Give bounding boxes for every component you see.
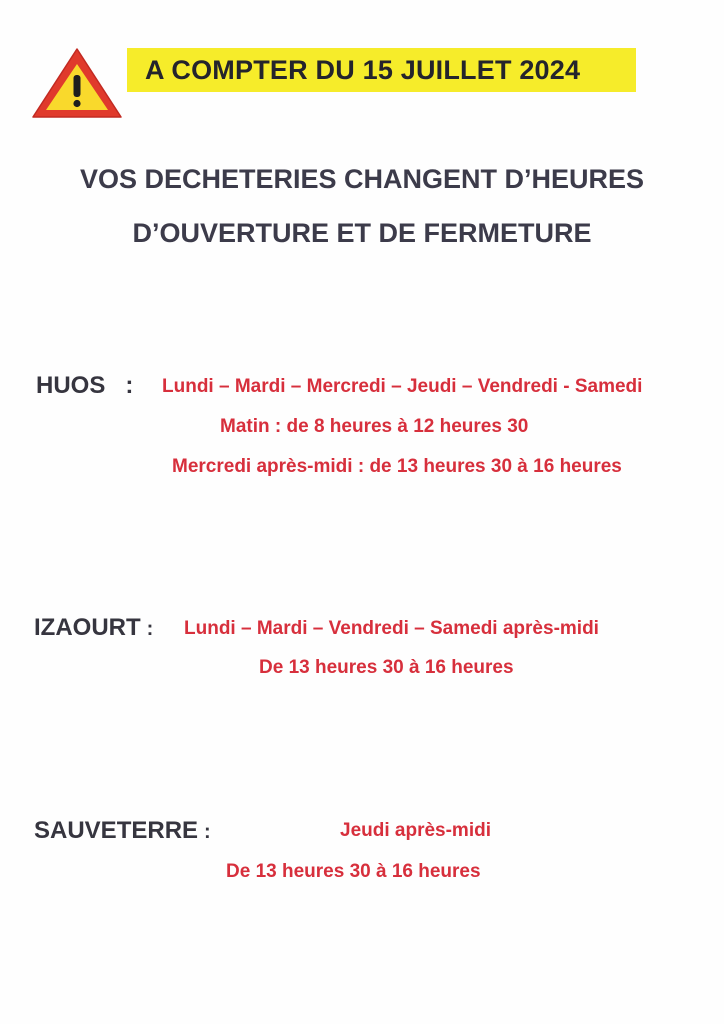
sauveterre-days: Jeudi après-midi bbox=[340, 820, 491, 841]
site-name-huos bbox=[36, 372, 133, 400]
site-name-text: HUOS bbox=[36, 372, 106, 399]
izaourt-days: Lundi – Mardi – Vendredi – Samedi après-midi bbox=[184, 618, 599, 639]
site-name-text: IZAOURT bbox=[34, 614, 141, 641]
effective-date-banner: A COMPTER DU 15 JUILLET 2024 bbox=[127, 48, 636, 92]
huos-wednesday-afternoon-hours: Mercredi après-midi : de 13 heures 30 à 16 heures bbox=[172, 456, 622, 477]
site-name-text: SAUVETERRE bbox=[34, 817, 199, 844]
headline-line-1: VOS DECHETERIES CHANGENT D’HEURES bbox=[79, 164, 645, 194]
site-separator: : bbox=[146, 618, 154, 640]
site-name-izaourt bbox=[34, 614, 153, 642]
headline-line-2: D’OUVERTURE ET DE FERMETURE bbox=[132, 218, 592, 248]
huos-days: Lundi – Mardi – Mercredi – Jeudi – Vendredi - Samedi bbox=[162, 376, 643, 397]
site-name-sauveterre bbox=[34, 817, 211, 845]
sauveterre-hours: De 13 heures 30 à 16 heures bbox=[226, 861, 481, 882]
huos-morning-hours: Matin : de 8 heures à 12 heures 30 bbox=[220, 416, 529, 437]
warning-icon bbox=[30, 46, 124, 120]
site-separator: : bbox=[204, 821, 211, 843]
izaourt-hours: De 13 heures 30 à 16 heures bbox=[259, 657, 514, 678]
site-separator: : bbox=[125, 372, 134, 399]
